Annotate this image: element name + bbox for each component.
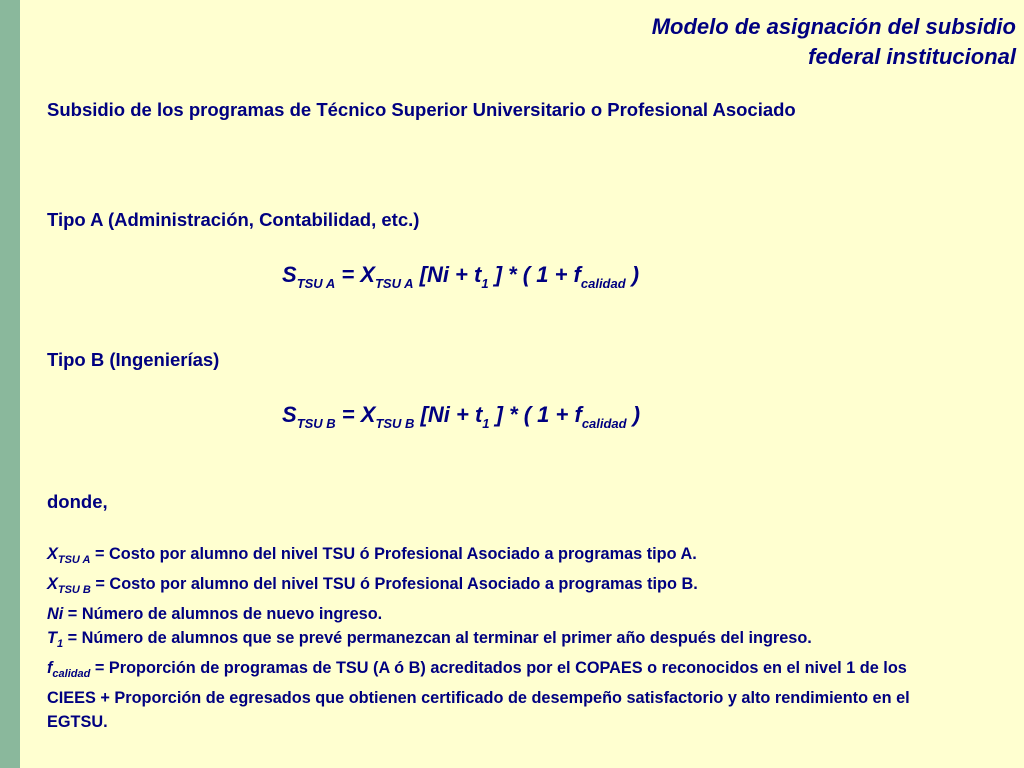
formula-f-subscript: calidad (581, 416, 627, 431)
definition-symbol: f (47, 659, 53, 677)
definition-text: = Número de alumnos que se prevé permanezcan al terminar el primer año después del ingreso. (63, 629, 812, 647)
definition-subscript: TSU B (57, 584, 91, 596)
tipo-a-formula (282, 260, 639, 299)
slide-title-line-2: federal institucional (808, 44, 1016, 69)
formula-rest: ] * ( 1 + f (489, 402, 582, 427)
formula-x-subscript: TSU B (375, 416, 415, 431)
formula-s-subscript: TSU B (296, 416, 336, 431)
definition-subscript: calidad (52, 668, 91, 680)
formula-s: S (282, 402, 297, 427)
formula-close: ) (626, 402, 641, 427)
definition-text: = Costo por alumno del nivel TSU ó Profesional Asociado a programas tipo A. (90, 545, 697, 563)
section-heading: Subsidio de los programas de Técnico Superior Universitario o Profesional Asociado (47, 99, 796, 120)
definition-f-calidad (47, 656, 957, 734)
definition-x-tsu-a (47, 542, 957, 572)
definition-x-tsu-b (47, 572, 957, 602)
formula-t-subscript: 1 (482, 416, 490, 431)
formula-x-subscript: TSU A (374, 276, 414, 291)
formula-bracket: [Ni + t (413, 262, 482, 287)
tipo-b-formula (282, 400, 640, 439)
slide-title (652, 12, 1016, 72)
definition-subscript: 1 (56, 638, 64, 650)
formula-eq-x: = X (335, 262, 375, 287)
definitions-list (47, 542, 957, 734)
formula-bracket: [Ni + t (414, 402, 483, 427)
tipo-b-label: Tipo B (Ingenierías) (47, 349, 220, 370)
definition-t1 (47, 626, 957, 656)
definition-symbol: X (47, 545, 58, 563)
slide-title-line-1: Modelo de asignación del subsidio (651, 14, 1016, 39)
donde-label: donde, (47, 491, 108, 512)
formula-rest: ] * ( 1 + f (488, 262, 581, 287)
formula-s: S (282, 262, 297, 287)
definition-text: = Costo por alumno del nivel TSU ó Profesional Asociado a programas tipo B. (90, 575, 698, 593)
formula-s-subscript: TSU A (296, 276, 336, 291)
definition-symbol: X (47, 575, 58, 593)
formula-t-subscript: 1 (481, 276, 489, 291)
sidebar-accent-bar (0, 0, 20, 768)
formula-close: ) (625, 262, 640, 287)
definition-text: = Número de alumnos de nuevo ingreso. (63, 605, 383, 623)
definition-symbol: Ni (47, 605, 64, 623)
definition-ni (47, 602, 957, 626)
definition-symbol: T (47, 629, 57, 647)
definition-text: = Proporción de programas de TSU (A ó B) acreditados por el COPAES o reconocidos en el nivel 1 de los CIEES + Proporción de egresados que obtienen certificado de desempeño satisfactorio y alto rendimiento en el EGTSU. (47, 659, 910, 731)
formula-eq-x: = X (335, 402, 376, 427)
definition-subscript: TSU A (57, 554, 91, 566)
formula-f-subscript: calidad (580, 276, 626, 291)
tipo-a-label: Tipo A (Administración, Contabilidad, etc.) (47, 209, 420, 230)
